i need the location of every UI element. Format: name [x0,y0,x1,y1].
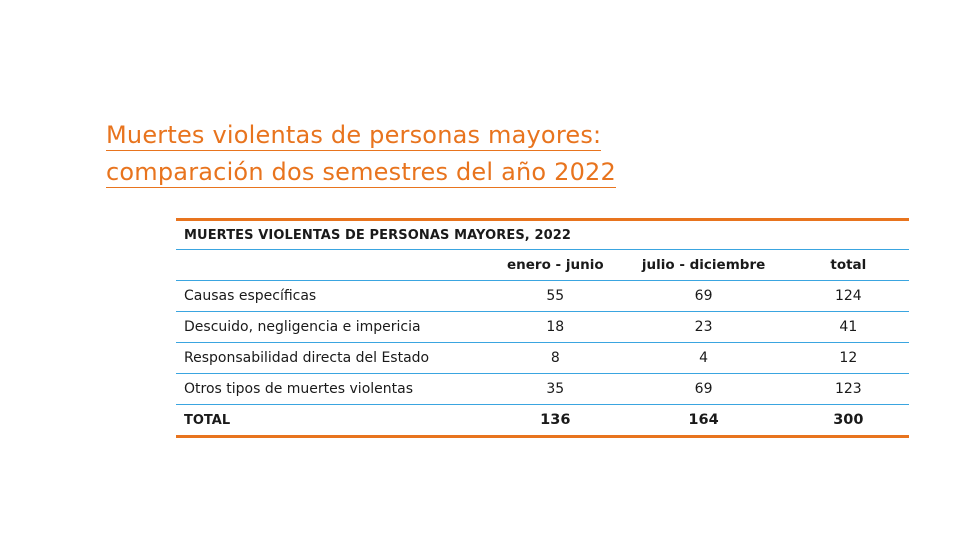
column-header-label [176,250,491,281]
column-header-second-half: julio - diciembre [619,250,787,281]
column-header-first-half: enero - junio [491,250,619,281]
table-total-row [176,405,909,437]
table-caption-row [176,220,909,250]
row-value-second-half: 4 [619,343,787,374]
data-table-container [176,218,909,438]
row-value-second-half: 69 [619,374,787,405]
row-value-first-half: 55 [491,281,619,312]
row-label: Otros tipos de muertes violentas [176,374,491,405]
row-label: Causas específicas [176,281,491,312]
column-header-total: total [788,250,909,281]
row-value-first-half: 35 [491,374,619,405]
deaths-table [176,218,909,438]
table-row [176,343,909,374]
row-value-first-half: 18 [491,312,619,343]
row-label: Descuido, negligencia e impericia [176,312,491,343]
row-value-total: 123 [788,374,909,405]
page-title-line-1: Muertes violentas de personas mayores: [106,121,602,149]
row-value-second-half: 69 [619,281,787,312]
total-value-second-half: 164 [619,405,787,437]
table-header-row [176,250,909,281]
total-label: TOTAL [176,405,491,437]
page-title-line-2: comparación dos semestres del año 2022 [106,158,616,186]
table-row [176,312,909,343]
table-caption: MUERTES VIOLENTAS DE PERSONAS MAYORES, 2022 [176,220,909,250]
row-value-total: 41 [788,312,909,343]
table-row [176,374,909,405]
page-title [106,117,616,191]
row-label: Responsabilidad directa del Estado [176,343,491,374]
total-value-first-half: 136 [491,405,619,437]
row-value-second-half: 23 [619,312,787,343]
row-value-total: 12 [788,343,909,374]
total-value-total: 300 [788,405,909,437]
row-value-first-half: 8 [491,343,619,374]
table-row [176,281,909,312]
row-value-total: 124 [788,281,909,312]
